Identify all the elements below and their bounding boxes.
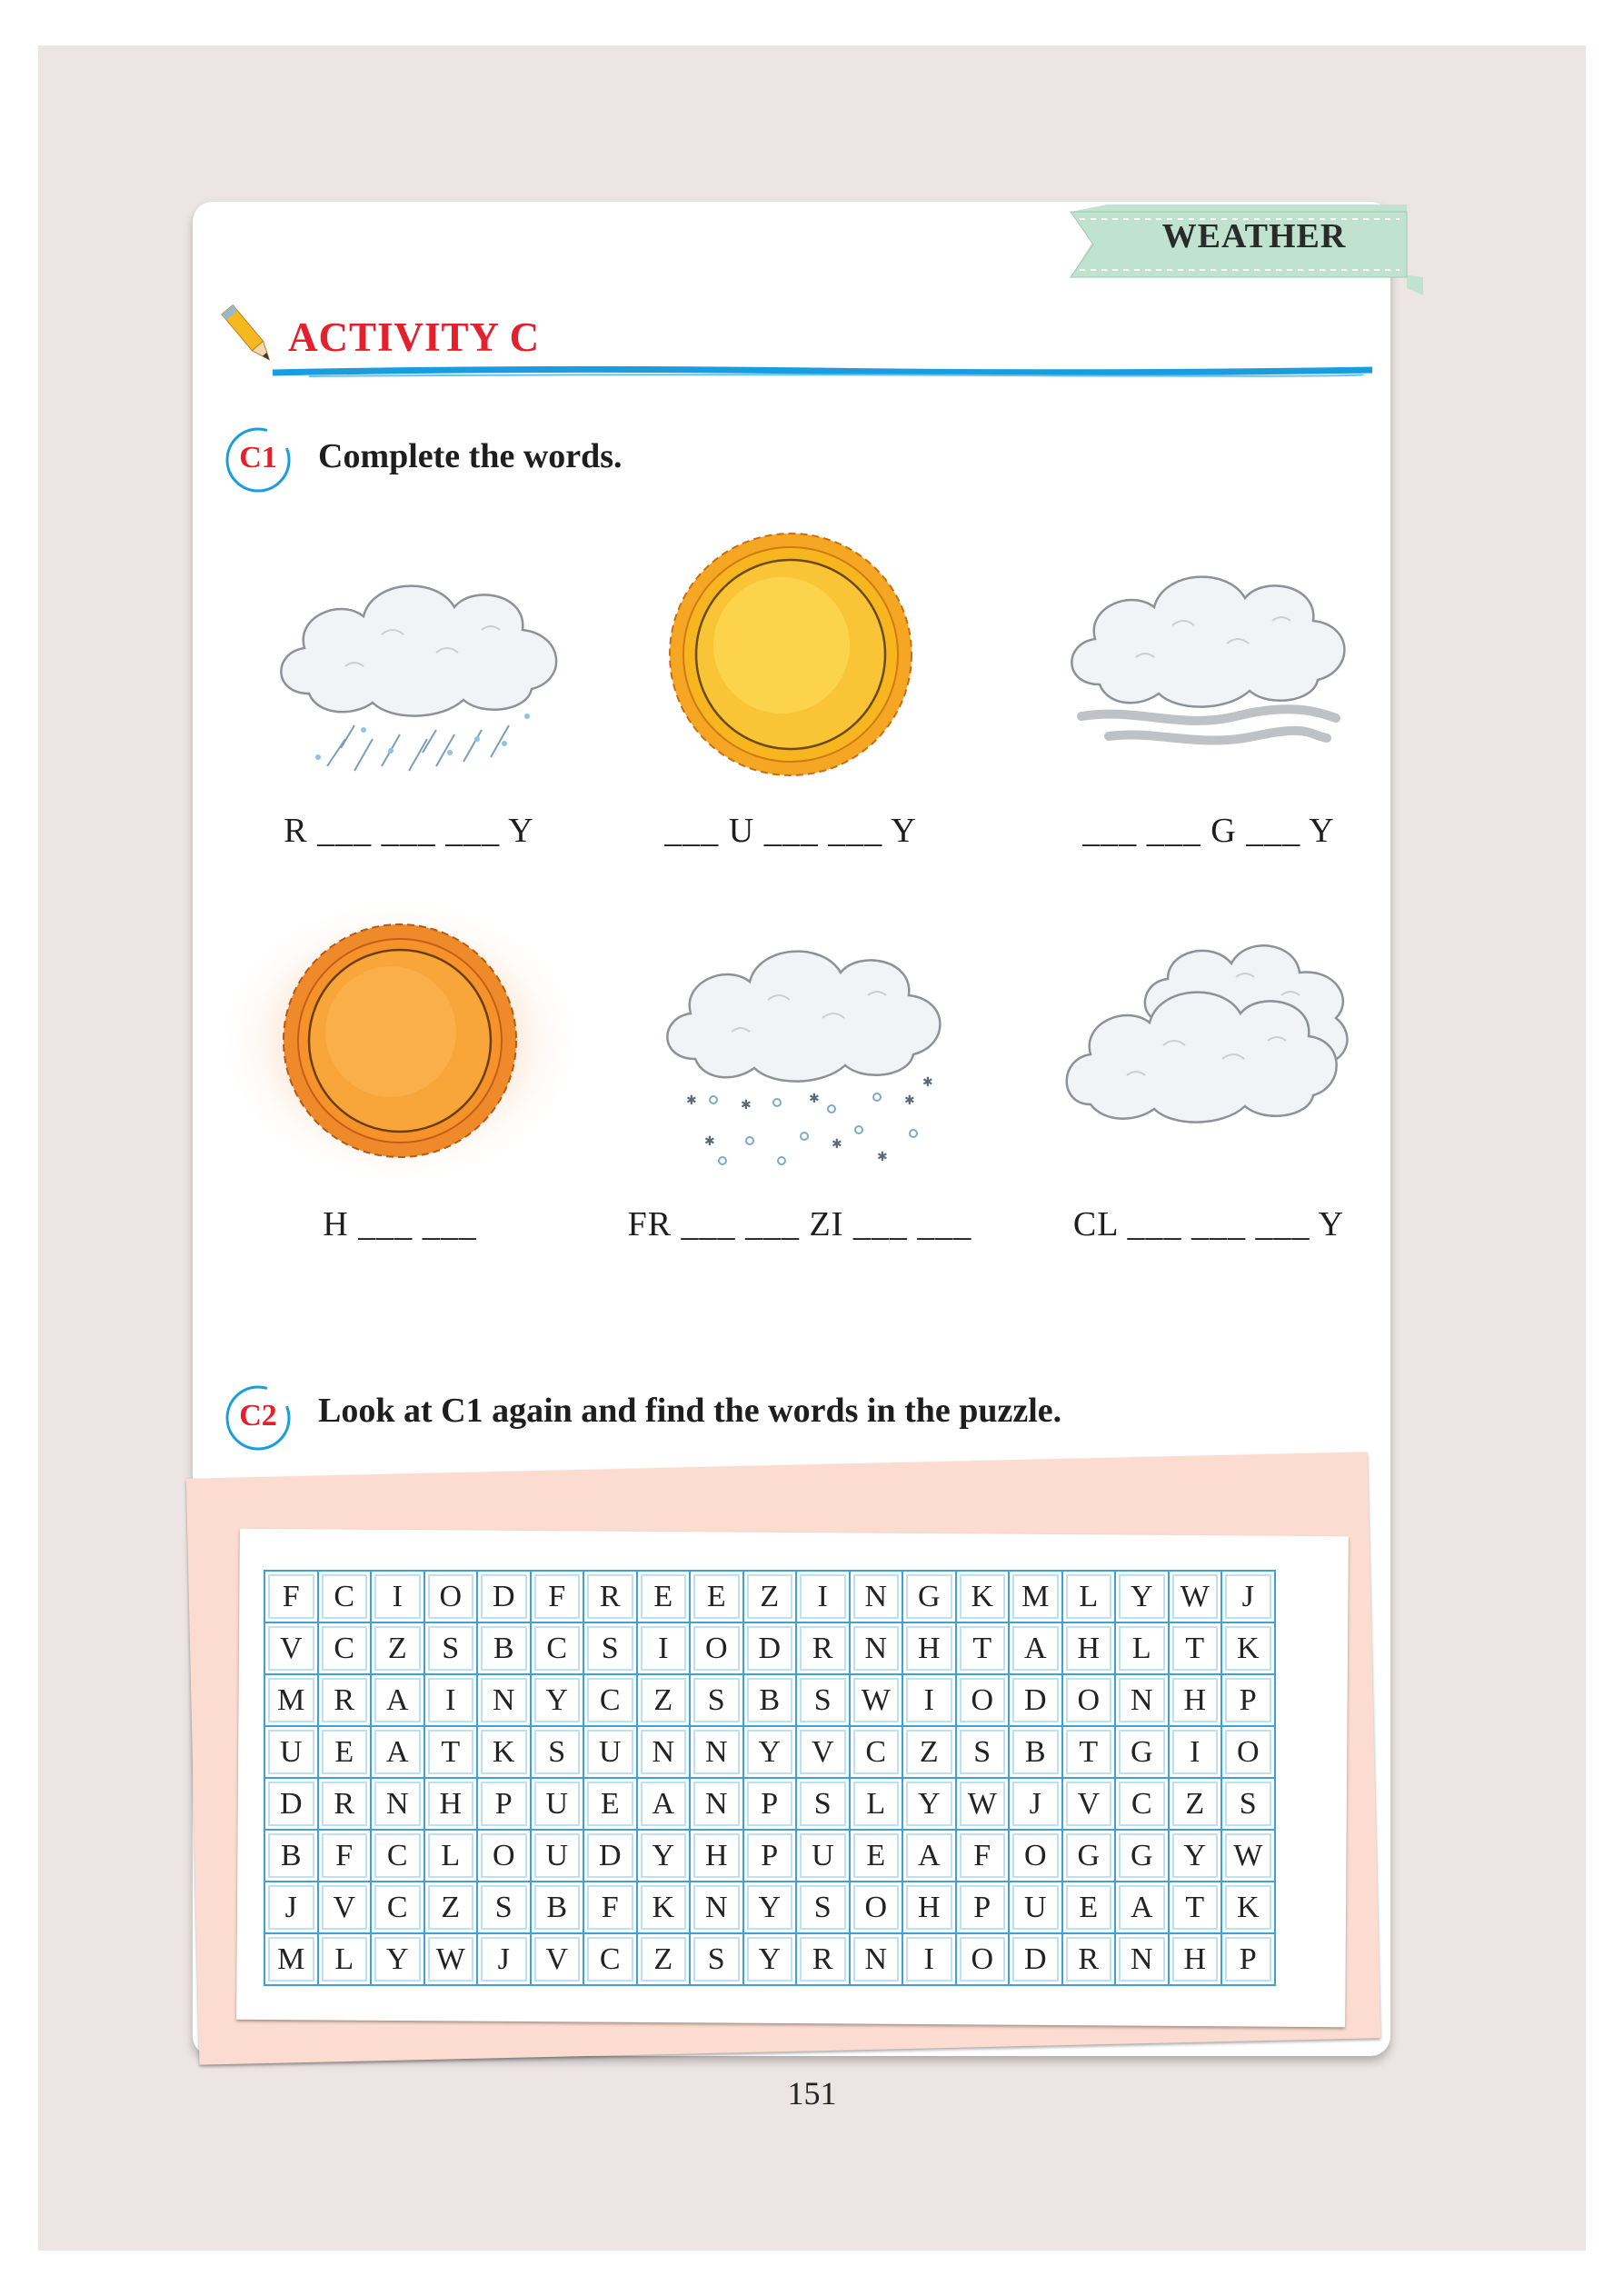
grid-cell[interactable]: S bbox=[1222, 1779, 1276, 1831]
grid-cell[interactable]: T bbox=[1063, 1727, 1117, 1779]
grid-cell[interactable]: Z bbox=[1170, 1779, 1223, 1831]
grid-cell[interactable]: B bbox=[478, 1623, 532, 1675]
grid-cell[interactable]: N bbox=[851, 1623, 904, 1675]
grid-cell[interactable]: D bbox=[265, 1779, 319, 1831]
grid-cell[interactable]: H bbox=[1170, 1934, 1223, 1986]
grid-cell[interactable]: K bbox=[638, 1882, 692, 1934]
grid-cell[interactable]: G bbox=[903, 1572, 957, 1623]
grid-cell[interactable]: J bbox=[1010, 1779, 1063, 1831]
rain-cloud-picture bbox=[254, 544, 573, 780]
grid-cell[interactable]: E bbox=[319, 1727, 373, 1779]
grid-cell[interactable]: L bbox=[1063, 1572, 1117, 1623]
grid-cell[interactable]: O bbox=[1010, 1831, 1063, 1882]
grid-cell[interactable]: O bbox=[691, 1623, 744, 1675]
grid-cell[interactable]: S bbox=[584, 1623, 638, 1675]
grid-cell[interactable]: Y bbox=[1170, 1831, 1223, 1882]
grid-cell[interactable]: I bbox=[903, 1934, 957, 1986]
grid-cell[interactable]: P bbox=[957, 1882, 1011, 1934]
grid-cell[interactable]: S bbox=[532, 1727, 585, 1779]
grid-cell[interactable]: B bbox=[744, 1675, 798, 1727]
grid-cell[interactable]: B bbox=[1010, 1727, 1063, 1779]
grid-cell[interactable]: A bbox=[372, 1727, 425, 1779]
grid-cell[interactable]: J bbox=[478, 1934, 532, 1986]
grid-cell[interactable]: J bbox=[265, 1882, 319, 1934]
grid-cell[interactable]: C bbox=[584, 1934, 638, 1986]
grid-cell[interactable]: E bbox=[851, 1831, 904, 1882]
grid-cell[interactable]: P bbox=[1222, 1675, 1276, 1727]
grid-cell[interactable]: C bbox=[1116, 1779, 1170, 1831]
word-prompt-5: FR ___ ___ ZI ___ ___ bbox=[627, 1205, 972, 1243]
grid-cell[interactable]: F bbox=[265, 1572, 319, 1623]
grid-cell[interactable]: H bbox=[425, 1779, 479, 1831]
grid-cell[interactable]: A bbox=[638, 1779, 692, 1831]
svg-text:✱: ✱ bbox=[832, 1137, 842, 1152]
grid-cell[interactable]: A bbox=[1116, 1882, 1170, 1934]
grid-cell[interactable]: R bbox=[319, 1779, 373, 1831]
grid-cell[interactable]: F bbox=[957, 1831, 1011, 1882]
grid-cell[interactable]: S bbox=[425, 1623, 479, 1675]
grid-cell[interactable]: C bbox=[851, 1727, 904, 1779]
grid-cell[interactable]: D bbox=[744, 1623, 798, 1675]
grid-cell[interactable]: K bbox=[1222, 1623, 1276, 1675]
grid-cell[interactable]: I bbox=[1170, 1727, 1223, 1779]
grid-cell[interactable]: C bbox=[319, 1572, 373, 1623]
svg-text:✱: ✱ bbox=[922, 1075, 933, 1090]
word-prompt-1: R ___ ___ ___ Y bbox=[284, 812, 534, 850]
grid-cell[interactable]: Y bbox=[744, 1727, 798, 1779]
grid-cell[interactable]: S bbox=[957, 1727, 1011, 1779]
grid-cell[interactable]: I bbox=[797, 1572, 851, 1623]
grid-cell[interactable]: M bbox=[1010, 1572, 1063, 1623]
grid-cell[interactable]: Y bbox=[638, 1831, 692, 1882]
grid-cell[interactable]: K bbox=[478, 1727, 532, 1779]
grid-cell[interactable]: B bbox=[265, 1831, 319, 1882]
grid-cell[interactable]: Y bbox=[532, 1675, 585, 1727]
grid-cell[interactable]: S bbox=[691, 1675, 744, 1727]
snow-cloud-picture bbox=[650, 923, 954, 1177]
grid-cell[interactable]: Y bbox=[1116, 1572, 1170, 1623]
grid-cell[interactable]: C bbox=[372, 1831, 425, 1882]
grid-cell[interactable]: A bbox=[1010, 1623, 1063, 1675]
grid-cell[interactable]: N bbox=[1116, 1675, 1170, 1727]
grid-cell[interactable]: U bbox=[797, 1831, 851, 1882]
grid-cell[interactable]: V bbox=[319, 1882, 373, 1934]
grid-cell[interactable]: I bbox=[638, 1623, 692, 1675]
grid-cell[interactable]: N bbox=[638, 1727, 692, 1779]
grid-cell[interactable]: Z bbox=[744, 1572, 798, 1623]
grid-cell[interactable]: Y bbox=[744, 1882, 798, 1934]
hot-sun-picture bbox=[218, 895, 586, 1186]
grid-cell[interactable]: F bbox=[532, 1572, 585, 1623]
grid-cell[interactable]: O bbox=[851, 1882, 904, 1934]
grid-cell[interactable]: G bbox=[1063, 1831, 1117, 1882]
grid-cell[interactable]: C bbox=[584, 1675, 638, 1727]
grid-cell[interactable]: B bbox=[532, 1882, 585, 1934]
section-label: WEATHER bbox=[1161, 217, 1347, 255]
grid-cell[interactable]: T bbox=[425, 1727, 479, 1779]
grid-cell[interactable]: N bbox=[851, 1572, 904, 1623]
grid-cell[interactable]: R bbox=[797, 1934, 851, 1986]
grid-cell[interactable]: M bbox=[265, 1934, 319, 1986]
grid-cell[interactable]: P bbox=[744, 1779, 798, 1831]
grid-cell[interactable]: Z bbox=[638, 1934, 692, 1986]
grid-cell[interactable]: P bbox=[478, 1779, 532, 1831]
grid-cell[interactable]: R bbox=[1063, 1934, 1117, 1986]
c2-badge: C2 bbox=[239, 1399, 277, 1433]
grid-cell[interactable]: D bbox=[584, 1831, 638, 1882]
svg-text:✱: ✱ bbox=[877, 1150, 888, 1164]
activity-title: ACTIVITY C bbox=[288, 314, 541, 360]
grid-cell[interactable]: K bbox=[1222, 1882, 1276, 1934]
grid-cell[interactable]: Y bbox=[903, 1779, 957, 1831]
grid-cell[interactable]: H bbox=[903, 1882, 957, 1934]
grid-cell[interactable]: P bbox=[744, 1831, 798, 1882]
grid-cell[interactable]: S bbox=[797, 1882, 851, 1934]
grid-cell[interactable]: D bbox=[1010, 1934, 1063, 1986]
page-number: 151 bbox=[787, 2075, 837, 2111]
grid-cell[interactable]: W bbox=[851, 1675, 904, 1727]
grid-cell[interactable]: N bbox=[691, 1727, 744, 1779]
grid-cell[interactable]: I bbox=[425, 1675, 479, 1727]
svg-text:✱: ✱ bbox=[704, 1134, 715, 1149]
grid-cell[interactable]: E bbox=[1063, 1882, 1117, 1934]
grid-cell[interactable]: F bbox=[319, 1831, 373, 1882]
grid-cell[interactable]: Z bbox=[903, 1727, 957, 1779]
grid-cell[interactable]: C bbox=[372, 1882, 425, 1934]
grid-cell[interactable]: W bbox=[1222, 1831, 1276, 1882]
sun-picture bbox=[654, 525, 927, 784]
grid-cell[interactable]: R bbox=[584, 1572, 638, 1623]
grid-cell[interactable]: M bbox=[265, 1675, 319, 1727]
grid-cell[interactable]: H bbox=[691, 1831, 744, 1882]
grid-cell[interactable]: L bbox=[851, 1779, 904, 1831]
grid-cell[interactable]: R bbox=[797, 1623, 851, 1675]
grid-cell[interactable]: A bbox=[372, 1675, 425, 1727]
grid-cell[interactable]: V bbox=[797, 1727, 851, 1779]
grid-cell[interactable]: C bbox=[532, 1623, 585, 1675]
grid-cell[interactable]: G bbox=[1116, 1727, 1170, 1779]
grid-cell[interactable]: U bbox=[265, 1727, 319, 1779]
grid-cell[interactable]: N bbox=[851, 1934, 904, 1986]
grid-cell[interactable]: O bbox=[478, 1831, 532, 1882]
title-rule bbox=[273, 362, 1372, 382]
svg-text:✱: ✱ bbox=[686, 1093, 697, 1108]
grid-cell[interactable]: I bbox=[903, 1675, 957, 1727]
grid-cell[interactable]: S bbox=[797, 1779, 851, 1831]
grid-cell[interactable]: T bbox=[957, 1623, 1011, 1675]
grid-cell[interactable]: T bbox=[1170, 1882, 1223, 1934]
grid-cell[interactable]: S bbox=[478, 1882, 532, 1934]
grid-cell[interactable]: K bbox=[957, 1572, 1011, 1623]
grid-cell[interactable]: U bbox=[1010, 1882, 1063, 1934]
grid-cell[interactable]: N bbox=[1116, 1934, 1170, 1986]
grid-cell[interactable]: V bbox=[1063, 1779, 1117, 1831]
clouds-picture bbox=[1054, 923, 1363, 1145]
c2-instruction: Look at C1 again and find the words in the puzzle. bbox=[318, 1392, 1062, 1430]
grid-cell[interactable]: Z bbox=[425, 1882, 479, 1934]
grid-cell[interactable]: P bbox=[1222, 1934, 1276, 1986]
grid-cell[interactable]: N bbox=[691, 1779, 744, 1831]
c1-badge: C1 bbox=[239, 441, 277, 474]
grid-cell[interactable]: E bbox=[584, 1779, 638, 1831]
grid-cell[interactable]: D bbox=[478, 1572, 532, 1623]
grid-cell[interactable]: H bbox=[1063, 1623, 1117, 1675]
grid-cell[interactable]: H bbox=[903, 1623, 957, 1675]
grid-cell[interactable]: O bbox=[957, 1934, 1011, 1986]
grid-cell[interactable]: O bbox=[957, 1675, 1011, 1727]
grid-cell[interactable]: V bbox=[532, 1934, 585, 1986]
grid-cell[interactable]: H bbox=[1170, 1675, 1223, 1727]
svg-text:✱: ✱ bbox=[741, 1098, 752, 1113]
word-prompt-6: CL ___ ___ ___ Y bbox=[1072, 1205, 1345, 1243]
grid-cell[interactable]: Y bbox=[744, 1934, 798, 1986]
svg-text:✱: ✱ bbox=[809, 1092, 820, 1106]
word-prompt-2: ___ U ___ ___ Y bbox=[664, 812, 917, 850]
grid-cell[interactable]: U bbox=[532, 1779, 585, 1831]
grid-cell[interactable]: I bbox=[372, 1572, 425, 1623]
grid-cell[interactable]: L bbox=[1116, 1623, 1170, 1675]
grid-cell[interactable]: W bbox=[957, 1779, 1011, 1831]
grid-cell[interactable]: J bbox=[1222, 1572, 1276, 1623]
grid-cell[interactable]: W bbox=[1170, 1572, 1223, 1623]
grid-cell[interactable]: L bbox=[425, 1831, 479, 1882]
grid-cell[interactable]: S bbox=[797, 1675, 851, 1727]
grid-cell[interactable]: N bbox=[478, 1675, 532, 1727]
c1-instruction: Complete the words. bbox=[318, 437, 623, 475]
word-search-grid bbox=[264, 1570, 1276, 1986]
word-prompt-4: H ___ ___ bbox=[323, 1205, 477, 1243]
svg-text:✱: ✱ bbox=[904, 1093, 915, 1108]
grid-cell[interactable]: O bbox=[425, 1572, 479, 1623]
grid-cell[interactable]: F bbox=[584, 1882, 638, 1934]
grid-cell[interactable]: R bbox=[319, 1675, 373, 1727]
fog-cloud-picture bbox=[1054, 544, 1354, 762]
grid-cell[interactable]: O bbox=[1222, 1727, 1276, 1779]
grid-cell[interactable]: Z bbox=[372, 1623, 425, 1675]
grid-cell[interactable]: C bbox=[319, 1623, 373, 1675]
word-prompt-3: ___ ___ G ___ Y bbox=[1082, 812, 1335, 850]
grid-cell[interactable]: A bbox=[903, 1831, 957, 1882]
grid-cell[interactable]: E bbox=[638, 1572, 692, 1623]
grid-cell[interactable]: L bbox=[319, 1934, 373, 1986]
grid-cell[interactable]: N bbox=[372, 1779, 425, 1831]
grid-cell[interactable]: O bbox=[1063, 1675, 1117, 1727]
grid-cell[interactable]: U bbox=[584, 1727, 638, 1779]
grid-cell[interactable]: N bbox=[691, 1882, 744, 1934]
grid-cell[interactable]: V bbox=[265, 1623, 319, 1675]
grid-cell[interactable]: Z bbox=[638, 1675, 692, 1727]
grid-cell[interactable]: S bbox=[691, 1934, 744, 1986]
grid-cell[interactable]: W bbox=[425, 1934, 479, 1986]
grid-cell[interactable]: G bbox=[1116, 1831, 1170, 1882]
grid-cell[interactable]: U bbox=[532, 1831, 585, 1882]
grid-cell[interactable]: T bbox=[1170, 1623, 1223, 1675]
grid-cell[interactable]: Y bbox=[372, 1934, 425, 1986]
grid-cell[interactable]: E bbox=[691, 1572, 744, 1623]
grid-cell[interactable]: D bbox=[1010, 1675, 1063, 1727]
